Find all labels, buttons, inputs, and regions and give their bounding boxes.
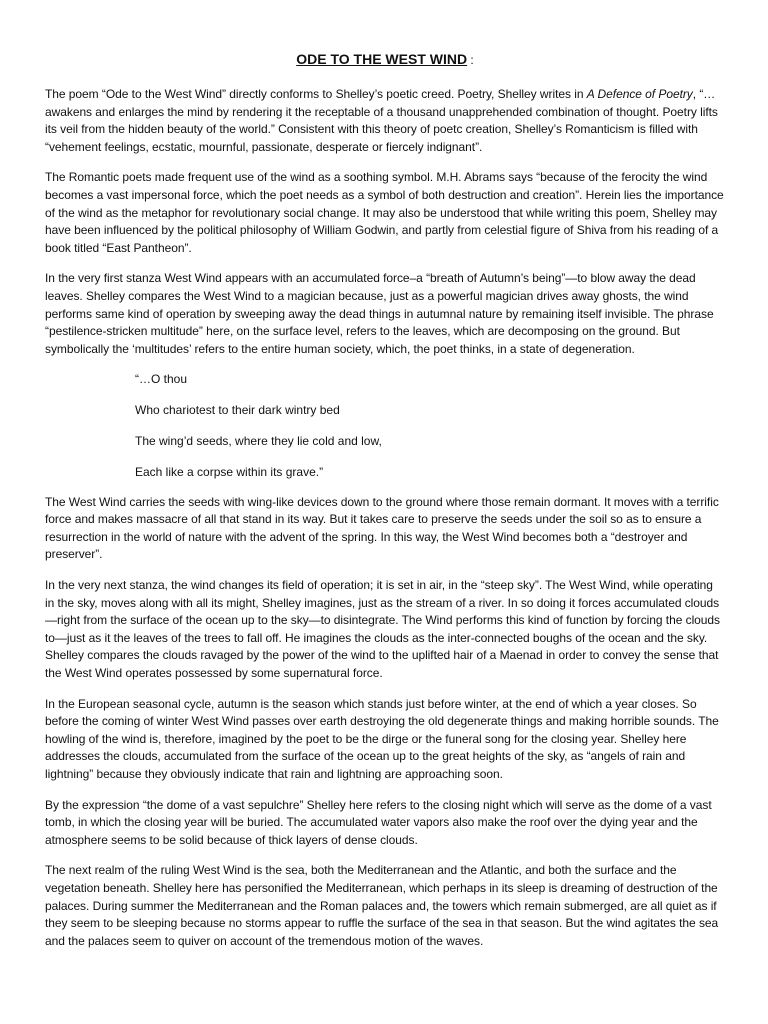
book-title-italic: A Defence of Poetry (586, 87, 693, 101)
paragraph-8: The next realm of the ruling West Wind is the sea, both the Mediterranean and the Atlantic, and both the surface and the vegetation beneath. Shelley here has personified the Mediterranean, which perhaps in its sleep is dreaming of destruction of the palaces. During summer the Mediterranean and the Roman palaces and, the towers which remain submerged, are all quiet as if they seem to be sleeping because no storms appear to ruffle the surface of the sea in that season. But the wind agitates the sea and the palaces seem to quiver on account of the tremendous motion of the waves. (45, 863, 719, 948)
paragraph-6: In the European seasonal cycle, autumn is the season which stands just before winter, at the end of which a year closes. So before the coming of winter West Wind passes over earth destroying the old degenerate things and making horrible sounds. The howling of the wind is, therefore, imagined by the poet to be the dirge or the funeral song for the closing year. Shelley here addresses the clouds, accumulated from the surface of the ocean up to the great heights of the sky, as “angels of rain and lightning” because they obviously indicate that rain and lightning are approaching soon. (45, 696, 719, 782)
paragraph-1 (45, 86, 725, 156)
verse-line: “…O thou (135, 372, 188, 387)
title-colon: : (467, 53, 474, 67)
paragraph-2: The Romantic poets made frequent use of the wind as a soothing symbol. M.H. Abrams says “because of the ferocity the wind becomes a vast impersonal force, which the poet needs as a symbol of both destruction and creation”. Herein lies the importance of the wind as the metaphor for revolutionary social change. It may also be understood that while writing this poem, Shelley may have been influenced by the political philosophy of William Godwin, and partly from celestial figure of Shiva from his reading of a book titled “East Pantheon”. (45, 170, 724, 255)
verse-line: Who chariotest to their dark wintry bed (135, 403, 340, 418)
paragraph-4: The West Wind carries the seeds with wing-like devices down to the ground where those remain dormant. It moves with a terrific force and makes massacre of all that stand in its way. But it takes care to preserve the seeds under the soil so as to ensure a resurrection in the world of nature with the advent of the spring. In this way, the West Wind becomes both a “destroyer and preserver”. (45, 494, 719, 562)
document-title: ODE TO THE WEST WIND (296, 51, 468, 67)
verse-line: The wing’d seeds, where they lie cold and low, (135, 433, 382, 448)
paragraph-1-text-before: The poem “Ode to the West Wind” directly conforms to Shelley’s poetic creed. Poetry, Shelley writes in (45, 87, 587, 101)
title-line (45, 50, 725, 69)
paragraph-1-text-after: , “… awakens and enlarges the mind by rendering it the receptable of a thousand unapprehended combination of thought. Poetry lifts its veil from the hidden beauty of the world.” Consistent with this theory of poetc creation, Shelley’s Romanticism is filled with “vehement feelings, ecstatic, mournful, passionate, desperate or fiercely indignant”. (45, 87, 718, 154)
paragraph-5: In the very next stanza, the wind changes its field of operation; it is set in air, in the “steep sky”. The West Wind, while operating in the sky, moves along with all its might, Shelley imagines, just as the stream of a river. In so doing it forces accumulated clouds—right from the surface of the ocean up to the sky—to disintegrate. The Wind performs this kind of function by forcing the clouds to—just as it the leaves of the trees to fall off. He imagines the clouds as the inter-connected boughs of the ocean and the sky. Shelley compares the clouds ravaged by the power of the wind to the uplifted hair of a Maenad in order to convey the sense that the West Wind operates possessed by some supernatural force. (45, 578, 721, 681)
paragraph-7: By the expression “the dome of a vast sepulchre” Shelley here refers to the closing night which will serve as the dome of a vast tomb, in which the closing year will be buried. The accumulated water vapors also make the roof over the dying year and the atmosphere seems to be solid because of thick layers of dense clouds. (45, 797, 712, 847)
verse-line: Each like a corpse within its grave.” (135, 464, 324, 479)
document-page (45, 50, 725, 963)
verse-quote (135, 371, 725, 480)
paragraph-3: In the very first stanza West Wind appears with an accumulated force–a “breath of Autumn’s being”—to blow away the dead leaves. Shelley compares the West Wind to a magician because, just as a powerful magician drives away ghosts, the wind performs same kind of operation by sweeping away the dead things in autumnal nature by remaining itself invisible. The phrase “pestilence-stricken multitude” here, on the surface level, refers to the leaves, which are decomposing on the ground. But symbolically the ‘multitudes’ refers to the entire human society, which, the poet thinks, in a state of degeneration. (45, 271, 714, 356)
